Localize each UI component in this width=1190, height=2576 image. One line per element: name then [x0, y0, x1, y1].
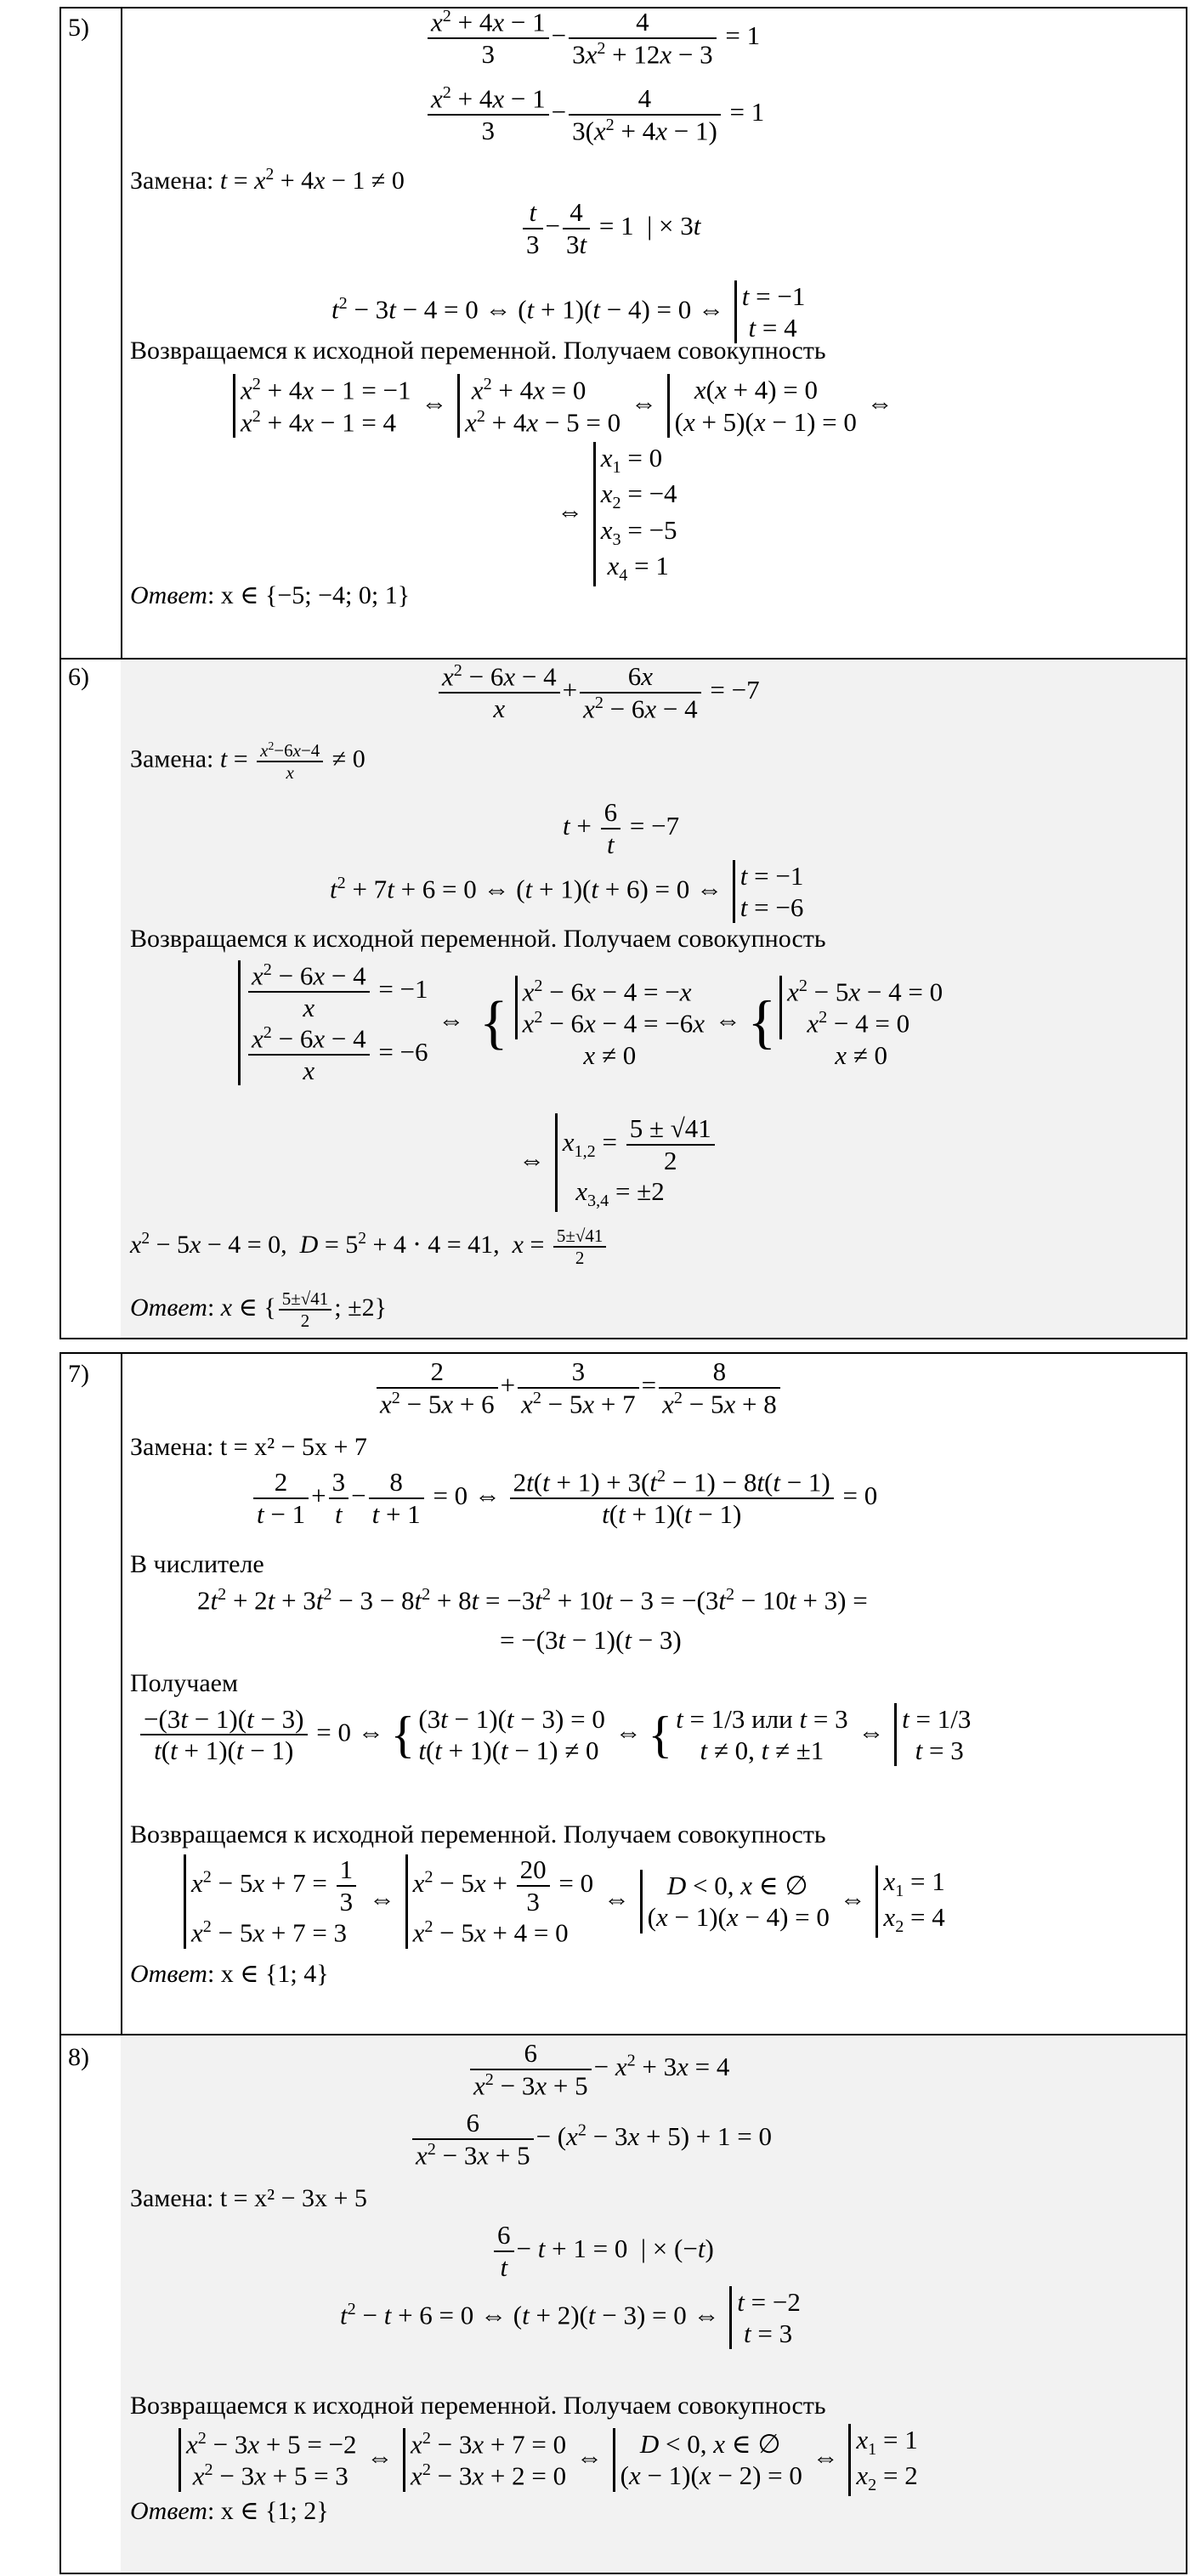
answer-7 — [130, 1962, 329, 1987]
collection-6: $\frac{x^2 - 6x - 4}{x}$ = −1 $\frac{x^2 - 6x - 4}{x}$ = −6 ⇔ { $x^2 - 6x - 4 = -x$ $x^2 - 6x - 4 = -6x$ x ≠ 0 ⇔ { $x^2 - 5x - 4 = 0$ $x^2 - 4 = 0$ x ≠ 0 — [235, 960, 946, 1085]
answer-label: Ответ — [130, 581, 207, 609]
equation-5-in-t: $\frac{t}{3}$ − $\frac{4}{3t}$ = 1 | × 3t — [520, 197, 700, 259]
numerator-label-7: В числителе — [130, 1550, 264, 1578]
substitution-5: Замена: $t = x^2 + 4x - 1 \ne 0$ — [130, 166, 405, 195]
number-column — [61, 1354, 122, 2573]
answer-5 — [130, 583, 410, 609]
quadratic-5: $t^2 - 3t - 4 = 0$ ⇔ (t + 1)(t − 4) = 0 ⇔ t = −1 t = 4 — [332, 281, 806, 343]
numerator-7-line1: $2t^2 + 2t + 3t^2 - 3 - 8t^2 + 8t = -3t^2 + 10t - 3 = -(3t^2 - 10t + 3)$ = — [197, 1585, 868, 1616]
answer-6: Ответ: x ∈ { $\frac{5\pm√41}{2}$ ; ±2} — [130, 1288, 387, 1332]
answer-label: Ответ — [130, 2497, 207, 2525]
discriminant-6: $x^2 - 5x - 4 = 0$, $D = 5^2 + 4 \cdot 4 = 41$, x = $\frac{5\pm√41}{2}$ — [130, 1226, 609, 1268]
answer-value: : x ∈ {1; 2} — [207, 2497, 329, 2525]
roots-5: ⇔ $x_1 = 0$ $x_2 = -4$ $x_3 = -5$ $x_4 = 1$ — [557, 443, 677, 586]
equation-5-factored: $\frac{x^2 + 4x - 1}{3}$ − $\frac{4}{3(x^2 + 4x - 1)}$ = 1 — [425, 83, 764, 146]
collection-7: $x^2 - 5x + 7$ = $\frac{1}{3}$ $x^2 - 5x + 7 = 3$ ⇔ $x^2 - 5x$ + $\frac{20}{3}$ = 0 $x^2 - 5x + 4 = 0$ ⇔ D < 0, x ∈ ∅ (x − 1)(x − 4) = 0 ⇔ $x_1 = 1$ $x_2 = 4$ — [180, 1854, 949, 1949]
equation-8-in-t: $\frac{6}{t}$ − t + 1 = 0 | × (−t) — [491, 2220, 714, 2282]
collection-8: $x^2 - 3x + 5 = -2$ $x^2 - 3x + 5 = 3$ ⇔ $x^2 - 3x + 7 = 0$ $x^2 - 3x + 2 = 0$ ⇔ D < 0, x ∈ ∅ (x − 1)(x − 2) = 0 ⇔ $x_1 = 1$ $x_2 = 2$ — [175, 2424, 921, 2496]
answer-label: Ответ — [130, 1960, 207, 1988]
answer-label: Ответ — [130, 1294, 207, 1322]
row-divider — [61, 2034, 1186, 2035]
substitution-7: Замена: t = x² − 5x + 7 — [130, 1433, 367, 1461]
back-substitution-5: Возвращаемся к исходной переменной. Получаем совокупность — [130, 337, 826, 365]
equation-6-in-t: t + $\frac{6}{t}$ = −7 — [563, 797, 680, 859]
row-divider — [61, 658, 1186, 660]
substitution-6: Замена: t = $\frac{x^2-6x-4}{x}$ ≠ 0 — [130, 739, 366, 784]
equation-8-original: $\frac{6}{x^2 - 3x + 5}$ − $x^2 + 3x = 4$ — [468, 2038, 729, 2101]
quadratic-8: $t^2 - t + 6 = 0$ ⇔ (t + 2)(t − 3) = 0 ⇔ t = −2 t = 3 — [340, 2287, 801, 2349]
equation-7-in-t: $\frac{2}{t - 1}$ + $\frac{3}{t}$ − $\frac{8}{t + 1}$ = 0 ⇔ $\frac{2t(t + 1) + 3(t^2 - 1) - 8t(t - 1)}{t(t + 1)(t - 1)}$ = 0 — [251, 1467, 877, 1530]
result-label-7: Получаем — [130, 1669, 238, 1697]
back-substitution-7: Возвращаемся к исходной переменной. Получаем совокупность — [130, 1820, 826, 1848]
roots-6: ⇔ $x_{1,2}$ = $\frac{5 \pm √41}{2}$ $x_{3,4} = \pm 2$ — [518, 1113, 721, 1212]
problem-number: 8) — [68, 2043, 89, 2071]
back-substitution-6: Возвращаемся к исходной переменной. Получаем совокупность — [130, 925, 826, 953]
equation-8-rearranged: $\frac{6}{x^2 - 3x + 5}$ − $(x^2 - 3x + 5) + 1 = 0$ — [410, 2108, 772, 2171]
back-substitution-8: Возвращаемся к исходной переменной. Получаем совокупность — [130, 2392, 826, 2420]
answer-value: : x ∈ {−5; −4; 0; 1} — [207, 581, 411, 609]
problem-number: 6) — [68, 663, 89, 691]
quadratic-6: $t^2 + 7t + 6 = 0$ ⇔ (t + 1)(t + 6) = 0 ⇔ t = −1 t = −6 — [330, 861, 804, 923]
system-7: $\frac{-(3t - 1)(t - 3)}{t(t + 1)(t - 1)}$ = 0 ⇔ { (3t − 1)(t − 3) = 0 t(t + 1)(t − 1) ≠ 0 ⇔ { t = 1/3 или t = 3 t ≠ 0, t ≠ ±1 ⇔ t = 1/3 t = 3 — [138, 1703, 974, 1766]
numerator-7-line2: = −(3t − 1)(t − 3) — [500, 1625, 682, 1655]
substitution-8: Замена: t = x² − 3x + 5 — [130, 2184, 367, 2212]
equation-5-original: $\frac{x^2 + 4x - 1}{3}$ − $\frac{4}{3x^2 + 12x - 3}$ = 1 — [425, 7, 760, 70]
problem-number: 7) — [68, 1360, 89, 1388]
collection-5: $x^2 + 4x - 1 = -1$ $x^2 + 4x - 1 = 4$ ⇔ $x^2 + 4x = 0$ $x^2 + 4x - 5 = 0$ ⇔ x(x + 4) = 0 (x + 5)(x − 1) = 0 ⇔ — [230, 374, 893, 438]
equation-6-original: $\frac{x^2 - 6x - 4}{x}$ + $\frac{6x}{x^2 - 6x - 4}$ = −7 — [436, 661, 760, 724]
equation-7-original: $\frac{2}{x^2 - 5x + 6}$ + $\frac{3}{x^2 - 5x + 7}$ = $\frac{8}{x^2 - 5x + 8}$ — [374, 1356, 783, 1419]
answer-value: : x ∈ {1; 4} — [207, 1960, 329, 1988]
problem-number: 5) — [68, 14, 89, 42]
answer-8 — [130, 2499, 329, 2524]
